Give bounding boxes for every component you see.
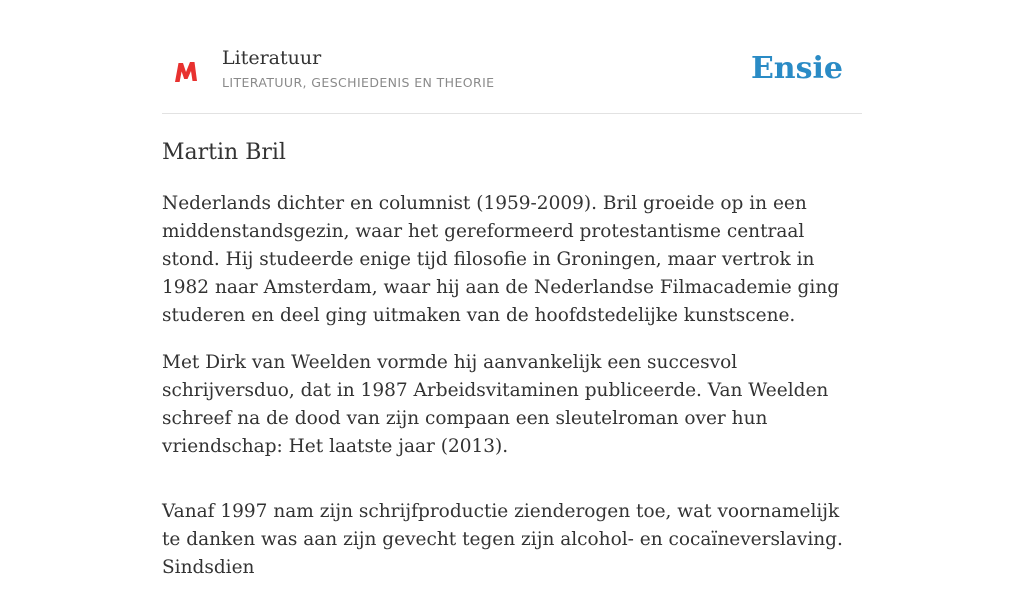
ensie-logo-link[interactable]: Ensie: [750, 51, 843, 86]
category-title[interactable]: Literatuur: [222, 47, 322, 69]
article-title: Martin Bril: [162, 140, 286, 165]
article-paragraph: Vanaf 1997 nam zijn schrijfproductie zienderogen toe, wat voornamelijk te danken was aan zijn gevecht tegen zijn alcohol- en cocaïneverslaving. Sindsdien: [162, 501, 843, 578]
site-header: [162, 0, 862, 114]
m-logo-icon[interactable]: [172, 57, 200, 85]
article-body: [162, 190, 862, 601]
article-paragraph: Nederlands dichter en columnist (1959-2009). Bril groeide op in een middenstandsgezin, waar het gereformeerd protestantisme centraal stond. Hij studeerde enige tijd filosofie in Groningen, maar vertrok in 1982 naar Amsterdam, waar hij aan de Nederlandse Filmacademie ging studeren en deel ging uitmaken van de hoofdstedelijke kunstscene.: [162, 193, 840, 326]
article-paragraph: Met Dirk van Weelden vormde hij aanvankelijk een succesvol schrijversduo, dat in 1987 Arbeidsvitaminen publiceerde. Van Weelden schreef na de dood van zijn compaan een sleutelroman over hun vriendschap: Het laatste jaar (2013).: [162, 352, 829, 457]
category-subtitle: LITERATUUR, GESCHIEDENIS EN THEORIE: [222, 75, 495, 90]
